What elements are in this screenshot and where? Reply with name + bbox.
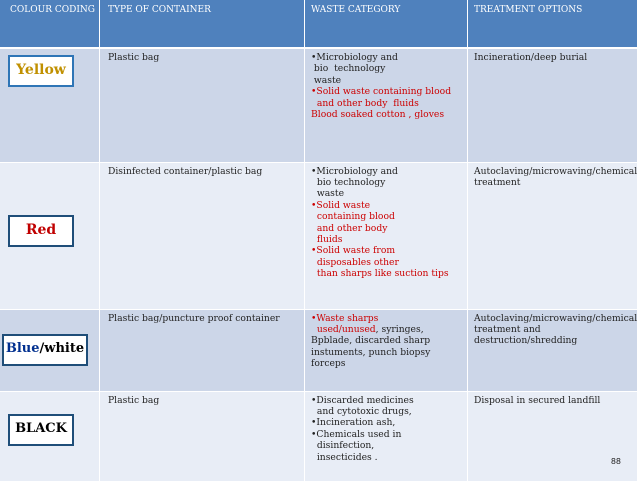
colour-cell xyxy=(0,391,100,481)
waste-line xyxy=(311,324,461,335)
waste-line: containing blood xyxy=(311,211,395,223)
waste-line: and cytotoxic drugs, xyxy=(311,405,412,417)
table-row-black xyxy=(0,391,638,481)
treatment-cell: Autoclaving/microwaving/chemical treatment xyxy=(468,162,638,309)
waste-cell xyxy=(305,391,468,481)
waste-line-red-part: used/unused xyxy=(311,323,376,335)
colour-cell xyxy=(0,309,100,391)
waste-line: instuments, punch biopsy xyxy=(311,346,431,358)
waste-line: fluids xyxy=(311,233,343,245)
waste-line: bio technology xyxy=(311,63,386,75)
header-type-of-container: TYPE OF CONTAINER xyxy=(100,0,305,48)
waste-line: •Microbiology and xyxy=(311,52,398,63)
waste-line: Bpblade, discarded sharp xyxy=(311,335,431,347)
header-treatment-options: TREATMENT OPTIONS xyxy=(468,0,638,48)
header-waste-category: WASTE CATEGORY xyxy=(305,0,468,48)
waste-line: •Waste sharps xyxy=(311,312,379,324)
treatment-cell: Disposal in secured landfill xyxy=(468,391,638,481)
colour-label-black: BLACK xyxy=(8,414,74,446)
waste-line: and other body xyxy=(311,222,388,234)
colour-label-blue-part: Blue xyxy=(5,340,40,356)
colour-label-blue-white xyxy=(2,334,88,366)
waste-line: disinfection, xyxy=(311,440,375,452)
waste-line: •Incineration ash, xyxy=(311,417,396,429)
waste-line: •Discarded medicines xyxy=(311,394,414,406)
waste-line: Blood soaked cotton , gloves xyxy=(311,109,445,121)
treatment-cell: Autoclaving/microwaving/chemical treatment and destruction/shredding xyxy=(468,309,638,391)
table-row-red xyxy=(0,162,638,309)
container-cell: Plastic bag/puncture proof container xyxy=(100,309,305,391)
waste-line: waste xyxy=(311,188,345,200)
colour-label-yellow: Yellow xyxy=(8,55,74,87)
table-row-yellow xyxy=(0,48,638,162)
waste-line: •Solid waste containing blood xyxy=(311,86,452,98)
table-row-blue-white xyxy=(0,309,638,391)
waste-line: than sharps like suction tips xyxy=(311,268,449,280)
colour-cell xyxy=(0,162,100,309)
container-cell: Plastic bag xyxy=(100,48,305,162)
waste-line-dark-part: , syringes, xyxy=(375,323,424,335)
page-number: 88 xyxy=(610,457,621,466)
waste-cell xyxy=(305,309,468,391)
table-header-row xyxy=(0,0,638,48)
waste-line: forceps xyxy=(311,358,346,370)
waste-line: insecticides . xyxy=(311,451,378,463)
waste-line: and other body fluids xyxy=(311,97,419,109)
waste-cell xyxy=(305,162,468,309)
header-colour-coding: COLOUR CODING xyxy=(0,0,100,48)
treatment-cell: Incineration/deep burial xyxy=(468,48,638,162)
container-cell: Disinfected container/plastic bag xyxy=(100,162,305,309)
colour-label-red: Red xyxy=(8,215,74,247)
waste-line: •Microbiology and xyxy=(311,165,398,177)
colour-cell xyxy=(0,48,100,162)
waste-line: •Solid waste from xyxy=(311,245,396,257)
waste-line: bio technology xyxy=(311,176,386,188)
colour-label-white-part: /white xyxy=(39,340,85,356)
waste-line: disposables other xyxy=(311,256,399,268)
waste-line: •Chemicals used in xyxy=(311,428,402,440)
waste-cell xyxy=(305,48,468,162)
waste-line: waste xyxy=(311,74,342,86)
waste-line: •Solid waste xyxy=(311,199,371,211)
container-cell: Plastic bag xyxy=(100,391,305,481)
